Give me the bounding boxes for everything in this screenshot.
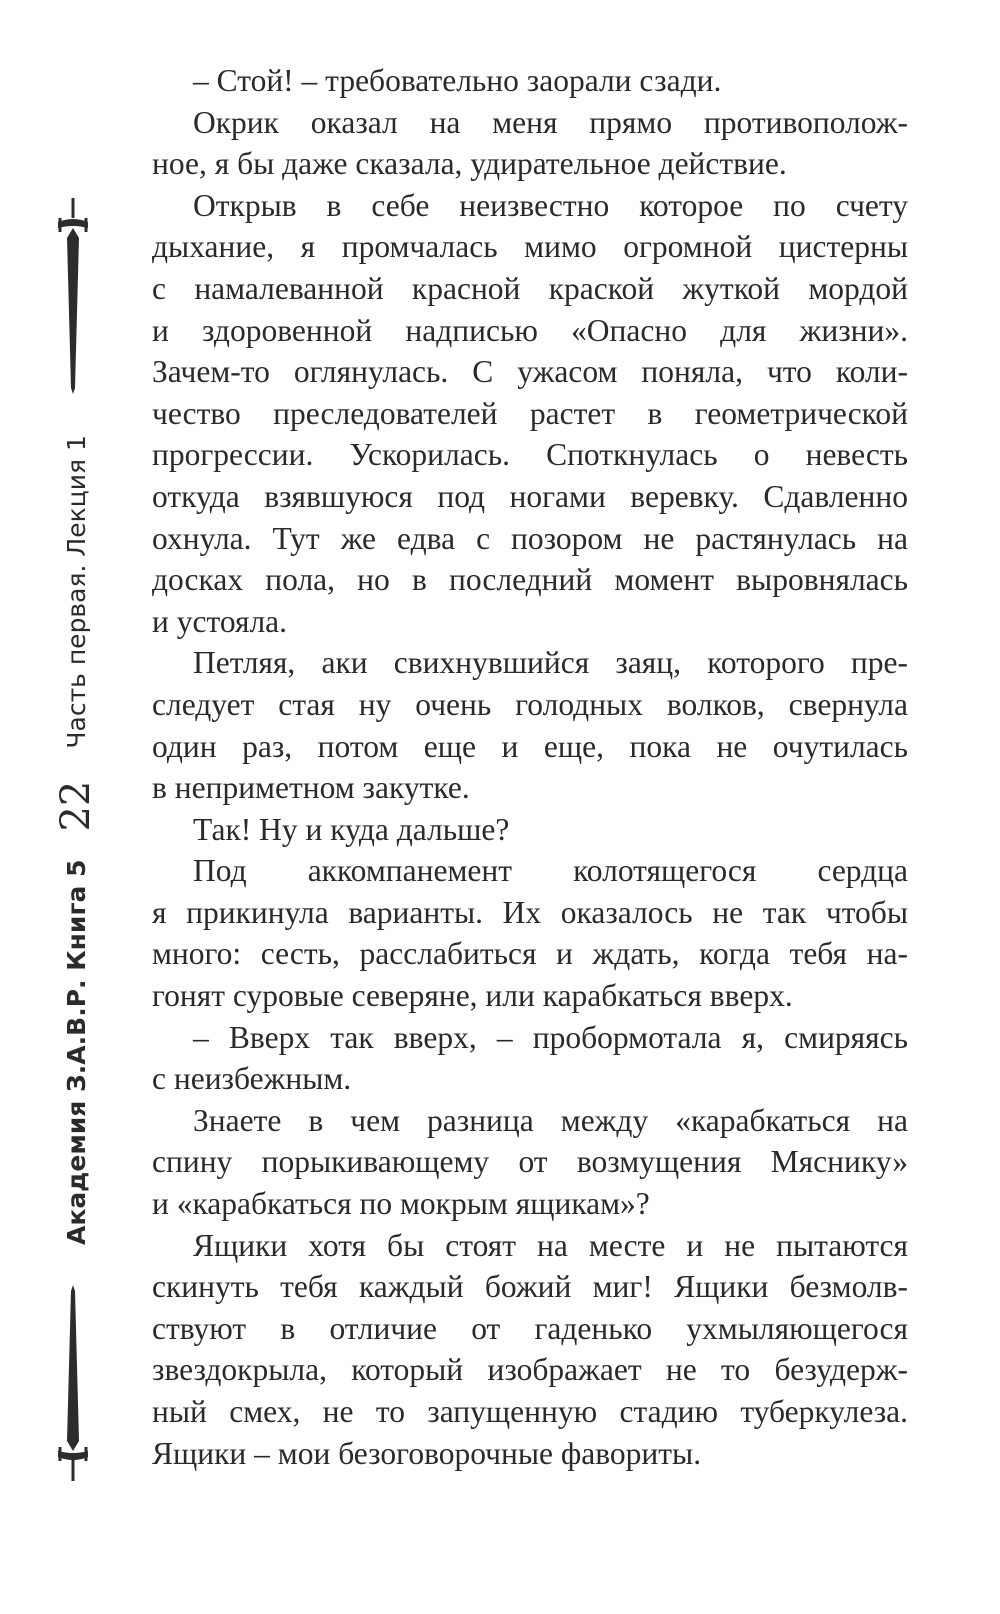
dagger-icon bbox=[54, 1285, 92, 1481]
text-line: ное, я бы даже сказала, удирательное действие. bbox=[152, 146, 787, 182]
text-line: охнула. Тут же едва с позором не растянулась на bbox=[152, 520, 908, 556]
text-line: досках пола, но в последний момент выровнялась bbox=[152, 562, 908, 598]
text-line: чество преследователей растет в геометрической bbox=[152, 395, 908, 431]
text-line: Знаете в чем разница между «карабкаться на bbox=[193, 1102, 908, 1138]
text-line: скинуть тебя каждый божий миг! Ящики безмолв- bbox=[152, 1269, 908, 1305]
text-line: – Вверх так вверх, – пробормотала я, смиряясь bbox=[193, 1019, 908, 1055]
body-text bbox=[152, 60, 908, 1474]
text-line: Окрик оказал на меня прямо противополож- bbox=[193, 104, 908, 140]
page-number: 22 bbox=[53, 780, 99, 832]
text-line: Ящики – мои безоговорочные фавориты. bbox=[152, 1435, 702, 1471]
text-line: в неприметном закутке. bbox=[152, 770, 470, 806]
text-line: Ящики хотя бы стоят на месте и не пытаются bbox=[193, 1227, 908, 1263]
text-line: один раз, потом еще и еще, пока не очутилась bbox=[152, 728, 908, 764]
running-header-part: Часть первая. Лекция 1 bbox=[61, 435, 91, 749]
text-line: много: сесть, расслабиться и ждать, когда тебя на- bbox=[152, 936, 908, 972]
margin-column bbox=[0, 0, 150, 1614]
text-line: дыхание, я промчалась мимо огромной цистерны bbox=[152, 229, 908, 265]
text-line: Под аккомпанемент колотящегося сердца bbox=[193, 853, 908, 889]
text-line: Зачем-то оглянулась. С ужасом поняла, что коли- bbox=[152, 354, 908, 390]
text-line: и «карабкаться по мокрым ящикам»? bbox=[152, 1186, 650, 1222]
text-line: с намалеванной красной краской жуткой мордой bbox=[152, 270, 908, 306]
text-line: прогрессии. Ускорилась. Споткнулась о невесть bbox=[152, 437, 908, 473]
text-line: следует стая ну очень голодных волков, свернула bbox=[152, 686, 908, 722]
text-line: звездокрыла, который изображает не то безудерж- bbox=[152, 1352, 908, 1388]
text-line: с неизбежным. bbox=[152, 1061, 352, 1097]
running-header-series: Академия З.А.В.Р. Книга 5 bbox=[61, 859, 91, 1245]
text-line: Так! Ну и куда дальше? bbox=[193, 811, 510, 847]
text-line: – Стой! – требовательно заорали сзади. bbox=[193, 63, 722, 98]
text-line: откуда взявшуюся под ногами веревку. Сдавленно bbox=[152, 478, 908, 514]
text-line: я прикинула варианты. Их оказалось не так чтобы bbox=[152, 894, 908, 930]
text-line: спину порыкивающему от возмущения Мяснику» bbox=[152, 1144, 908, 1180]
text-line: Открыв в себе неизвестно которое по счету bbox=[193, 187, 908, 223]
text-line: гонят суровые северяне, или карабкаться вверх. bbox=[152, 978, 793, 1014]
text-line: Петляя, аки свихнувшийся заяц, которого пре- bbox=[193, 645, 908, 681]
text-line: и устояла. bbox=[152, 603, 288, 639]
running-header bbox=[26, 435, 126, 1255]
text-line: и здоровенной надписью «Опасно для жизни». bbox=[152, 312, 908, 348]
text-line: ствуют в отличие от гаденько ухмыляющегося bbox=[152, 1310, 908, 1346]
dagger-icon bbox=[54, 198, 92, 394]
text-line: ный смех, не то запущенную стадию туберкулеза. bbox=[152, 1394, 908, 1429]
